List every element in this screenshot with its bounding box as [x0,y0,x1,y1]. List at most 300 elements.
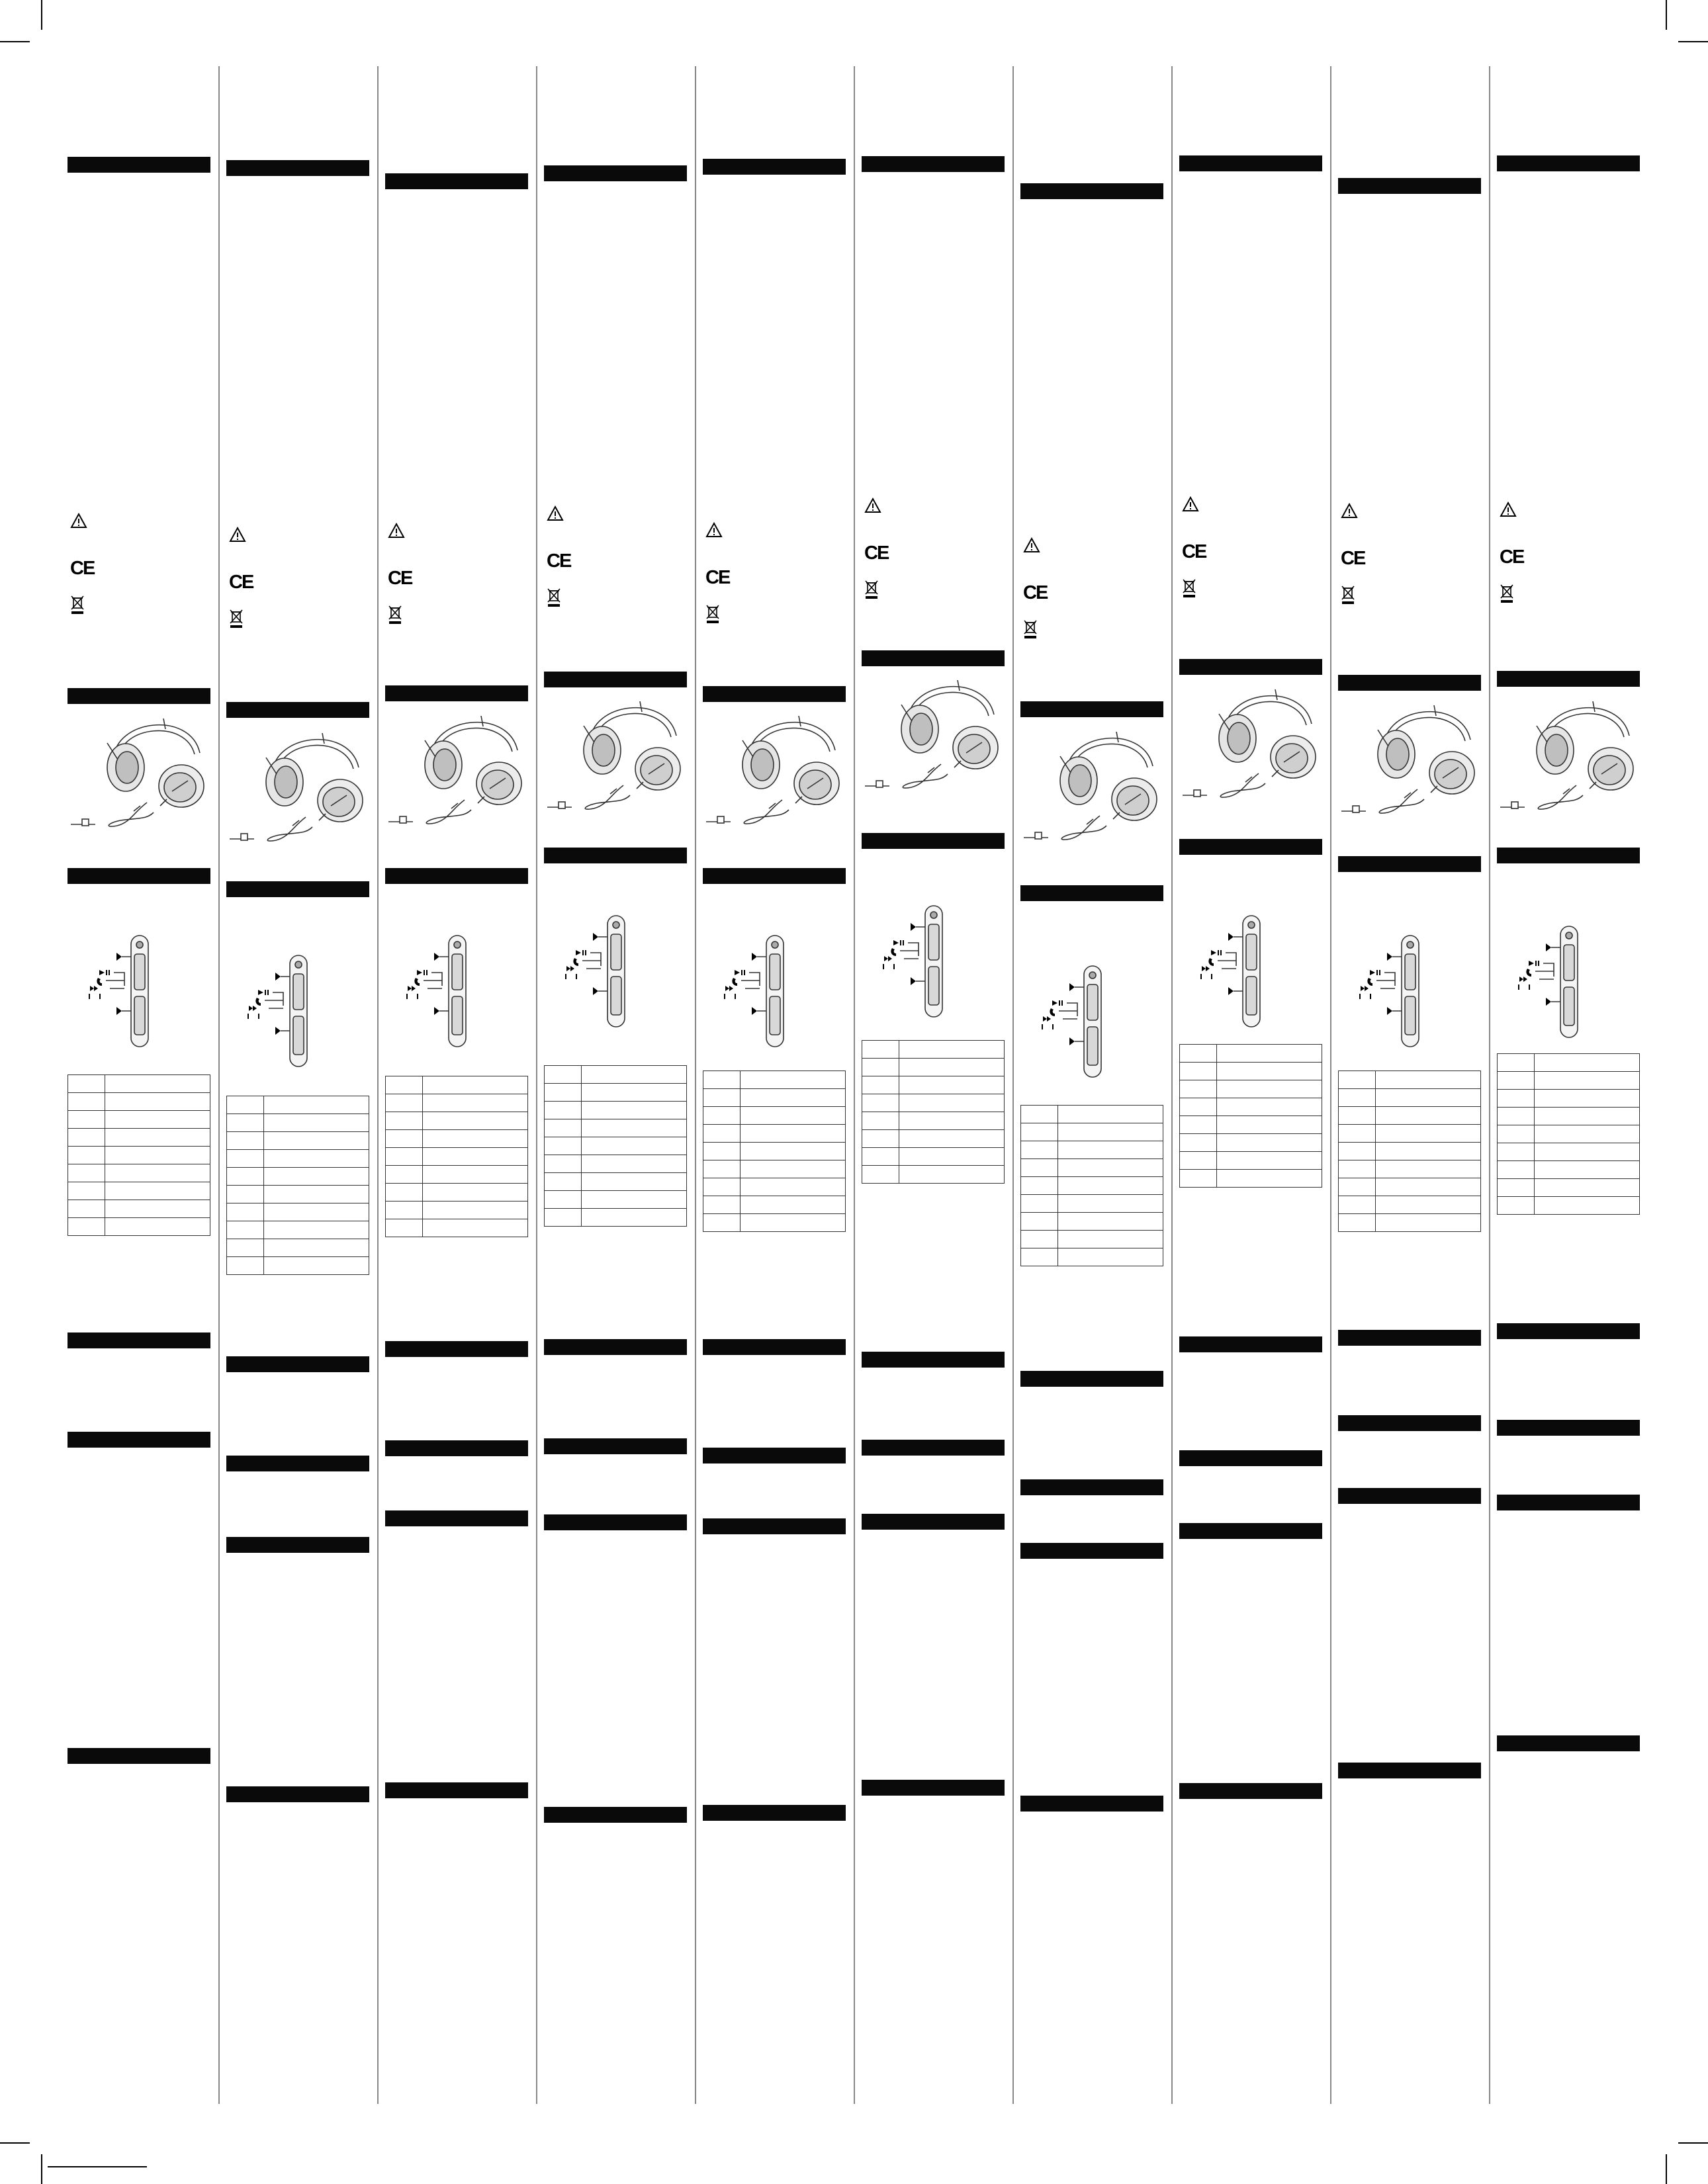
table-cell-value [1058,1123,1163,1141]
table-row [68,1200,210,1218]
specifications-table [1338,1070,1481,1232]
table-row [386,1112,528,1130]
section-heading-bar [1338,178,1481,194]
crop-mark [1666,0,1667,30]
column-divider [218,66,220,2104]
table-row [545,1119,687,1137]
warning-triangle-icon [1023,537,1040,553]
section-heading-bar [1338,1415,1481,1431]
section-heading-bar [67,1748,210,1764]
table-cell-key [1021,1231,1058,1248]
section-heading-bar [1179,839,1322,855]
table-row [1339,1089,1481,1107]
table-cell-key [1498,1125,1535,1143]
table-cell-key [545,1155,582,1173]
table-row [1498,1072,1640,1090]
table-row [1339,1196,1481,1214]
table-cell-value [1376,1196,1481,1214]
table-row [1339,1107,1481,1125]
ce-mark: CE [1182,541,1206,562]
remote-control-figure [398,933,511,1049]
headphones-illustration [67,707,210,832]
crossed-bin-icon [1182,578,1196,598]
specifications-table [544,1065,687,1227]
section-heading-bar [1497,671,1640,687]
table-cell-value [1535,1197,1640,1215]
table-row [545,1191,687,1209]
table-cell-value [105,1164,210,1182]
crop-mark [0,2142,30,2144]
table-row [1339,1125,1481,1143]
table-cell-value [264,1114,369,1132]
table-row [1021,1248,1163,1266]
table-cell-value [423,1184,528,1201]
table-cell-key [545,1066,582,1084]
table-cell-value [582,1191,687,1209]
column-divider [536,66,537,2104]
table-cell-key [227,1221,264,1239]
table-cell-key [227,1132,264,1150]
inline-remote-diagram [398,933,511,1049]
table-cell-key [1498,1179,1535,1197]
table-row [703,1178,846,1196]
table-cell-key [68,1147,105,1164]
language-column-2 [226,0,369,2184]
table-cell-value [1058,1141,1163,1159]
section-heading-bar [67,1332,210,1348]
table-row [1339,1214,1481,1232]
table-row [1498,1108,1640,1125]
crossed-bin-icon [705,604,720,624]
headphones-illustration [862,668,1005,794]
section-heading-bar [703,1448,846,1463]
weee-symbol [70,595,85,618]
table-row [227,1168,369,1186]
table-cell-value [1058,1195,1163,1213]
table-cell-key [227,1168,264,1186]
table-cell-key [1339,1125,1376,1143]
section-heading-bar [862,1352,1005,1368]
table-cell-key [1498,1143,1535,1161]
language-column-8 [1179,0,1322,2184]
table-cell-key [703,1214,741,1232]
column-divider [854,66,855,2104]
table-cell-value [899,1076,1005,1094]
weee-symbol [1500,584,1514,607]
table-cell-value [264,1239,369,1257]
column-divider [695,66,696,2104]
table-cell-key [1498,1197,1535,1215]
table-row [1180,1152,1322,1170]
table-cell-value [1535,1072,1640,1090]
table-cell-value [1058,1231,1163,1248]
table-row [703,1125,846,1143]
table-cell-key [68,1182,105,1200]
section-heading-bar [1179,1336,1322,1352]
table-row [1180,1134,1322,1152]
table-cell-key [1180,1063,1217,1080]
section-heading-bar [67,157,210,173]
table-row [703,1143,846,1160]
language-column-1 [67,0,210,2184]
table-cell-key [386,1130,423,1148]
section-heading-bar [1497,1495,1640,1510]
inline-remote-diagram [1192,913,1305,1029]
table-cell-key [386,1076,423,1094]
table-cell-value [105,1200,210,1218]
table-cell-value [423,1148,528,1166]
section-heading-bar [1497,1735,1640,1751]
section-heading-bar [1020,183,1163,199]
table-cell-key [1339,1107,1376,1125]
table-cell-key [1180,1134,1217,1152]
table-cell-key [227,1096,264,1114]
table-cell-key [1021,1248,1058,1266]
crop-mark [0,41,30,42]
table-row [545,1173,687,1191]
language-column-6 [862,0,1005,2184]
table-cell-value [1376,1143,1481,1160]
section-heading-bar [1497,155,1640,171]
section-heading-bar [544,848,687,863]
table-cell-key [862,1041,899,1059]
table-cell-value [741,1071,846,1089]
table-row [68,1147,210,1164]
table-cell-key [862,1059,899,1076]
table-cell-key [1021,1141,1058,1159]
crop-mark [1666,2154,1667,2184]
section-heading-bar [544,672,687,687]
specifications-table [703,1070,846,1232]
specifications-table [385,1076,528,1237]
table-cell-value [105,1218,210,1236]
table-row [1339,1178,1481,1196]
table-row [1021,1141,1163,1159]
section-heading-bar [703,686,846,702]
table-cell-key [703,1107,741,1125]
table-row [862,1148,1005,1166]
table-cell-value [1376,1071,1481,1089]
ce-mark: CE [229,572,253,593]
section-heading-bar [703,1805,846,1821]
table-cell-value [264,1132,369,1150]
table-cell-key [68,1200,105,1218]
section-heading-bar [385,685,528,701]
warning-symbol [1023,537,1040,556]
section-heading-bar [1020,885,1163,901]
headphones-illustration [1020,720,1163,846]
table-cell-value [1535,1054,1640,1072]
remote-control-figure [1351,933,1464,1049]
specifications-table [1020,1105,1163,1266]
inline-remote-diagram [1351,933,1464,1049]
section-heading-bar [1020,1543,1163,1559]
crossed-bin-icon [1341,585,1355,605]
product-illustration [226,721,369,847]
table-cell-key [862,1130,899,1148]
headphones-illustration [1497,689,1640,815]
table-row [227,1114,369,1132]
table-row [862,1041,1005,1059]
section-heading-bar [703,1339,846,1355]
table-cell-value [105,1182,210,1200]
warning-triangle-icon [1500,502,1517,517]
table-cell-key [862,1166,899,1184]
section-heading-bar [703,1518,846,1534]
table-cell-value [1535,1108,1640,1125]
table-row [1021,1213,1163,1231]
table-cell-key [1180,1170,1217,1188]
table-cell-value [741,1178,846,1196]
table-cell-value [423,1201,528,1219]
crop-mark [1678,2142,1708,2144]
table-row [703,1089,846,1107]
table-cell-key [386,1094,423,1112]
warning-symbol [705,522,723,541]
ce-mark: CE [70,558,95,579]
product-illustration [703,704,846,830]
warning-symbol [1341,503,1358,522]
weee-symbol [1182,578,1196,601]
table-cell-value [105,1093,210,1111]
section-heading-bar [1338,675,1481,691]
table-cell-value [582,1155,687,1173]
crossed-bin-icon [1023,619,1038,639]
table-cell-key [545,1119,582,1137]
warning-symbol [547,505,564,525]
crossed-bin-icon [1500,584,1514,603]
section-heading-bar [862,833,1005,849]
table-cell-key [68,1129,105,1147]
specifications-table [862,1040,1005,1184]
table-row [386,1219,528,1237]
section-heading-bar [544,1514,687,1530]
section-heading-bar [1020,1371,1163,1387]
table-row [1021,1231,1163,1248]
table-cell-key [386,1148,423,1166]
table-row [1339,1071,1481,1089]
table-row [1021,1123,1163,1141]
table-row [862,1130,1005,1148]
section-heading-bar [862,1780,1005,1796]
table-cell-value [1217,1045,1322,1063]
table-cell-value [741,1196,846,1214]
table-cell-value [1217,1134,1322,1152]
table-cell-value [582,1102,687,1119]
table-row [68,1164,210,1182]
table-cell-value [423,1130,528,1148]
ce-mark: CE [547,550,571,572]
section-heading-bar [385,1510,528,1526]
table-cell-value [1058,1213,1163,1231]
table-cell-value [582,1209,687,1227]
section-heading-bar [862,650,1005,666]
table-cell-key [545,1137,582,1155]
table-row [703,1160,846,1178]
table-cell-value [423,1094,528,1112]
specifications-table [1179,1044,1322,1188]
section-heading-bar [385,1782,528,1798]
ce-mark: CE [388,568,412,589]
table-row [227,1096,369,1114]
inline-remote-diagram [716,933,829,1049]
table-cell-value [1217,1152,1322,1170]
table-row [386,1130,528,1148]
warning-symbol [1500,502,1517,521]
inline-remote-diagram [81,933,193,1049]
table-row [703,1071,846,1089]
table-cell-key [545,1102,582,1119]
table-cell-value [582,1084,687,1102]
inline-remote-diagram [557,913,670,1029]
product-illustration [1020,720,1163,846]
headphones-illustration [703,704,846,830]
remote-control-figure [1510,924,1623,1039]
warning-triangle-icon [1182,496,1199,512]
section-heading-bar [1338,1330,1481,1346]
table-cell-value [264,1203,369,1221]
table-row [68,1182,210,1200]
table-cell-value [105,1147,210,1164]
section-heading-bar [1179,1523,1322,1539]
section-heading-bar [1179,155,1322,171]
table-cell-value [899,1166,1005,1184]
table-cell-value [423,1076,528,1094]
table-cell-key [68,1075,105,1093]
section-heading-bar [1338,1488,1481,1504]
table-cell-value [1376,1160,1481,1178]
table-cell-value [1217,1080,1322,1098]
table-cell-key [703,1196,741,1214]
table-cell-key [1498,1108,1535,1125]
table-row [227,1132,369,1150]
language-column-3 [385,0,528,2184]
table-row [1339,1160,1481,1178]
table-row [68,1218,210,1236]
section-heading-bar [1179,659,1322,675]
weee-symbol [547,588,561,611]
section-heading-bar [1497,1420,1640,1436]
table-row [1021,1159,1163,1177]
table-row [227,1186,369,1203]
table-cell-value [582,1137,687,1155]
remote-control-figure [875,903,987,1019]
table-row [1498,1125,1640,1143]
table-cell-value [1376,1178,1481,1196]
section-heading-bar [1497,1323,1640,1339]
product-illustration [1179,677,1322,803]
warning-symbol [229,527,246,546]
warning-triangle-icon [70,513,87,529]
table-row [545,1084,687,1102]
table-cell-value [264,1186,369,1203]
crossed-bin-icon [864,580,879,599]
table-cell-key [1021,1177,1058,1195]
headphones-illustration [1179,677,1322,803]
weee-symbol [1341,585,1355,608]
product-illustration [1497,689,1640,815]
table-cell-value [264,1096,369,1114]
table-cell-key [1339,1214,1376,1232]
column-divider [1330,66,1331,2104]
table-cell-value [1376,1125,1481,1143]
specifications-table [1497,1053,1640,1215]
ce-mark: CE [1341,548,1365,569]
table-cell-value [105,1111,210,1129]
table-cell-value [1058,1177,1163,1195]
table-cell-value [741,1160,846,1178]
table-row [1339,1143,1481,1160]
table-cell-value [264,1221,369,1239]
table-cell-value [899,1148,1005,1166]
table-cell-value [899,1112,1005,1130]
section-heading-bar [226,1356,369,1372]
section-heading-bar [544,1339,687,1355]
section-heading-bar [226,1537,369,1553]
table-cell-key [703,1178,741,1196]
warning-triangle-icon [1341,503,1358,519]
table-row [703,1196,846,1214]
table-cell-key [227,1203,264,1221]
table-cell-value [1217,1098,1322,1116]
product-illustration [862,668,1005,794]
section-heading-bar [226,1786,369,1802]
table-cell-value [899,1059,1005,1076]
table-row [862,1166,1005,1184]
table-row [68,1093,210,1111]
table-cell-key [1180,1152,1217,1170]
table-row [68,1111,210,1129]
table-cell-key [1180,1045,1217,1063]
table-cell-key [1498,1090,1535,1108]
table-cell-key [1021,1123,1058,1141]
remote-control-figure [240,953,352,1069]
section-heading-bar [385,868,528,884]
table-row [227,1221,369,1239]
table-cell-value [1376,1107,1481,1125]
table-row [862,1112,1005,1130]
table-row [386,1166,528,1184]
crop-mark [41,0,42,30]
table-cell-value [899,1041,1005,1059]
table-cell-key [862,1112,899,1130]
table-cell-value [741,1089,846,1107]
section-heading-bar [862,1514,1005,1530]
table-cell-key [545,1084,582,1102]
table-cell-value [1217,1170,1322,1188]
remote-control-figure [1034,963,1146,1079]
table-row [862,1094,1005,1112]
table-cell-value [423,1112,528,1130]
table-cell-key [1021,1195,1058,1213]
table-row [1180,1098,1322,1116]
table-cell-value [264,1168,369,1186]
section-heading-bar [67,868,210,884]
section-heading-bar [1338,856,1481,872]
section-heading-bar [1179,1783,1322,1799]
section-heading-bar [544,1438,687,1454]
table-cell-value [899,1130,1005,1148]
section-heading-bar [544,1807,687,1823]
section-heading-bar [1020,1479,1163,1495]
inline-remote-diagram [875,903,987,1019]
table-cell-key [1339,1143,1376,1160]
weee-symbol [388,605,402,628]
table-cell-key [1339,1071,1376,1089]
table-cell-key [227,1257,264,1275]
table-row [68,1075,210,1093]
table-row [68,1129,210,1147]
